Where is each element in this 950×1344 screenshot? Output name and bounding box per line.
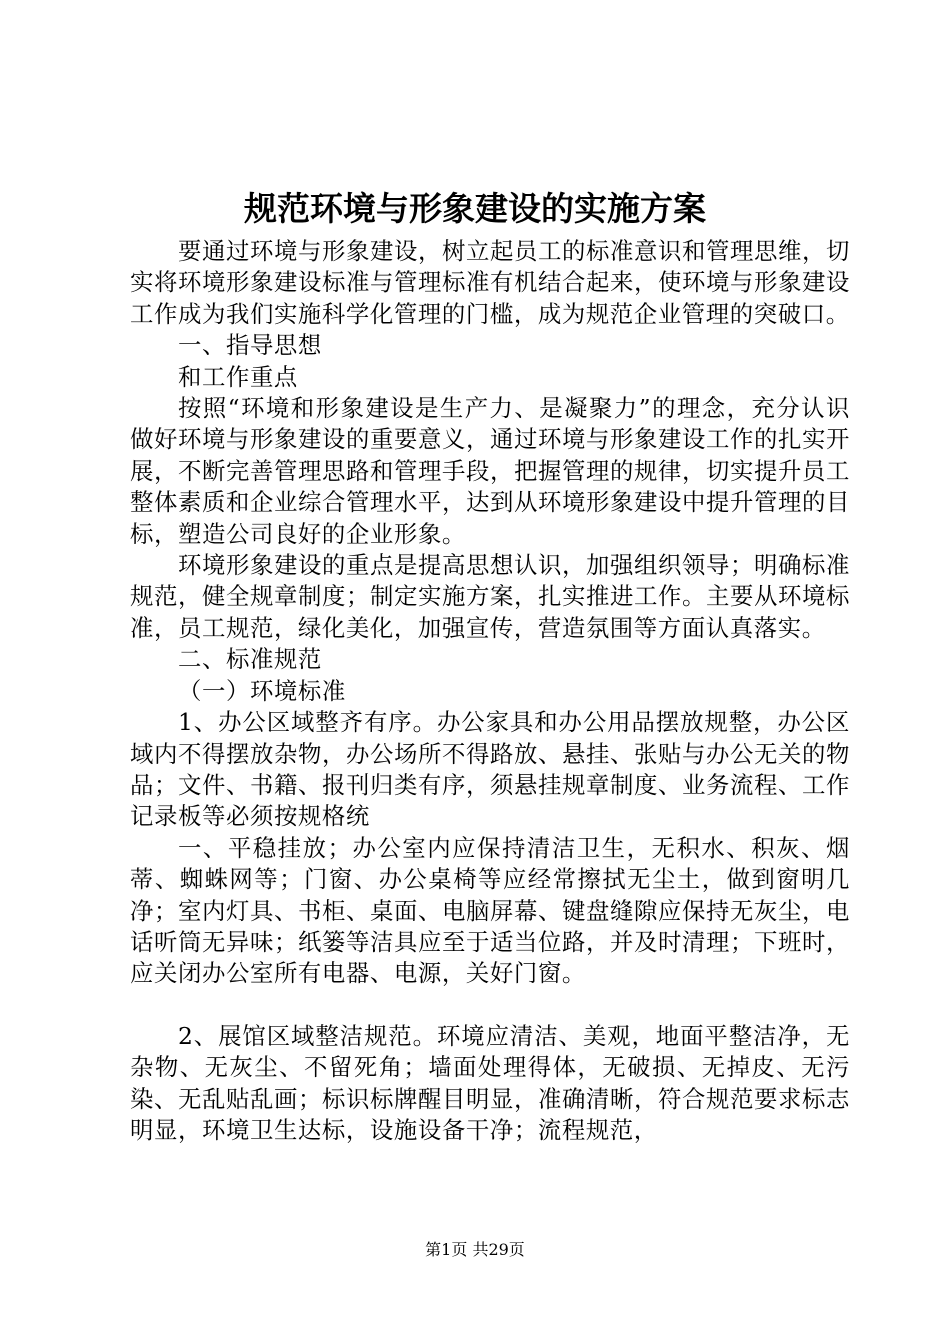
paragraph-office-cleanliness: 一、平稳挂放；办公室内应保持清洁卫生，无积水、积灰、烟蒂、蜘蛛网等；门窗、办公桌椅等应经常擦拭无尘土，做到窗明几净；室内灯具、书柜、桌面、电脑屏幕、键盘缝隙应保持无灰尘，电话听筒无异味；纸篓等洁具应至于适当位路，并及时清理；下班时，应关闭办公室所有电器、电源，关好门窗。 — [130, 833, 850, 988]
heading-work-focus: 和工作重点 — [177, 362, 298, 391]
heading-environment-standards: （一）环境标准 — [177, 676, 346, 705]
page-number: 第1页 共29页 — [425, 1240, 525, 1259]
paragraph-intro: 要通过环境与形象建设，树立起员工的标准意识和管理思维，切实将环境形象建设标准与管理标准有机结合起来，使环境与形象建设工作成为我们实施科学化管理的门槛，成为规范企业管理的突破口。 — [130, 237, 850, 328]
document-title: 规范环境与形象建设的实施方案 — [244, 189, 706, 228]
heading-guiding-ideology: 一、指导思想 — [177, 331, 322, 360]
paragraph-focus: 环境形象建设的重点是提高思想认识，加强组织领导；明确标准规范，健全规章制度；制定实施方案，扎实推进工作。主要从环境标准，员工规范，绿化美化，加强宣传，营造氛围等方面认真落实。 — [130, 551, 850, 642]
heading-standards: 二、标准规范 — [177, 645, 322, 674]
paragraph-exhibition-area: 2、展馆区域整洁规范。环境应清洁、美观，地面平整洁净，无杂物、无灰尘、不留死角；墙面处理得体，无破损、无掉皮、无污染、无乱贴乱画；标识标牌醒目明显，准确清晰，符合规范要求标志明显，环境卫生达标，设施设备干净；流程规范， — [130, 1021, 850, 1144]
paragraph-office-area: 1、办公区域整齐有序。办公家具和办公用品摆放规整，办公区域内不得摆放杂物，办公场所不得路放、悬挂、张贴与办公无关的物品；文件、书籍、报刊归类有序，须悬挂规章制度、业务流程、工作记录板等必须按规格统 — [130, 708, 850, 831]
paragraph-principle: 按照“环境和形象建设是生产力、是凝聚力”的理念，充分认识做好环境与形象建设的重要意义，通过环境与形象建设工作的扎实开展，不断完善管理思路和管理手段，把握管理的规律，切实提升员工整体素质和企业综合管理水平，达到从环境形象建设中提升管理的目标，塑造公司良好的企业形象。 — [130, 394, 850, 548]
document-body — [130, 236, 850, 1146]
